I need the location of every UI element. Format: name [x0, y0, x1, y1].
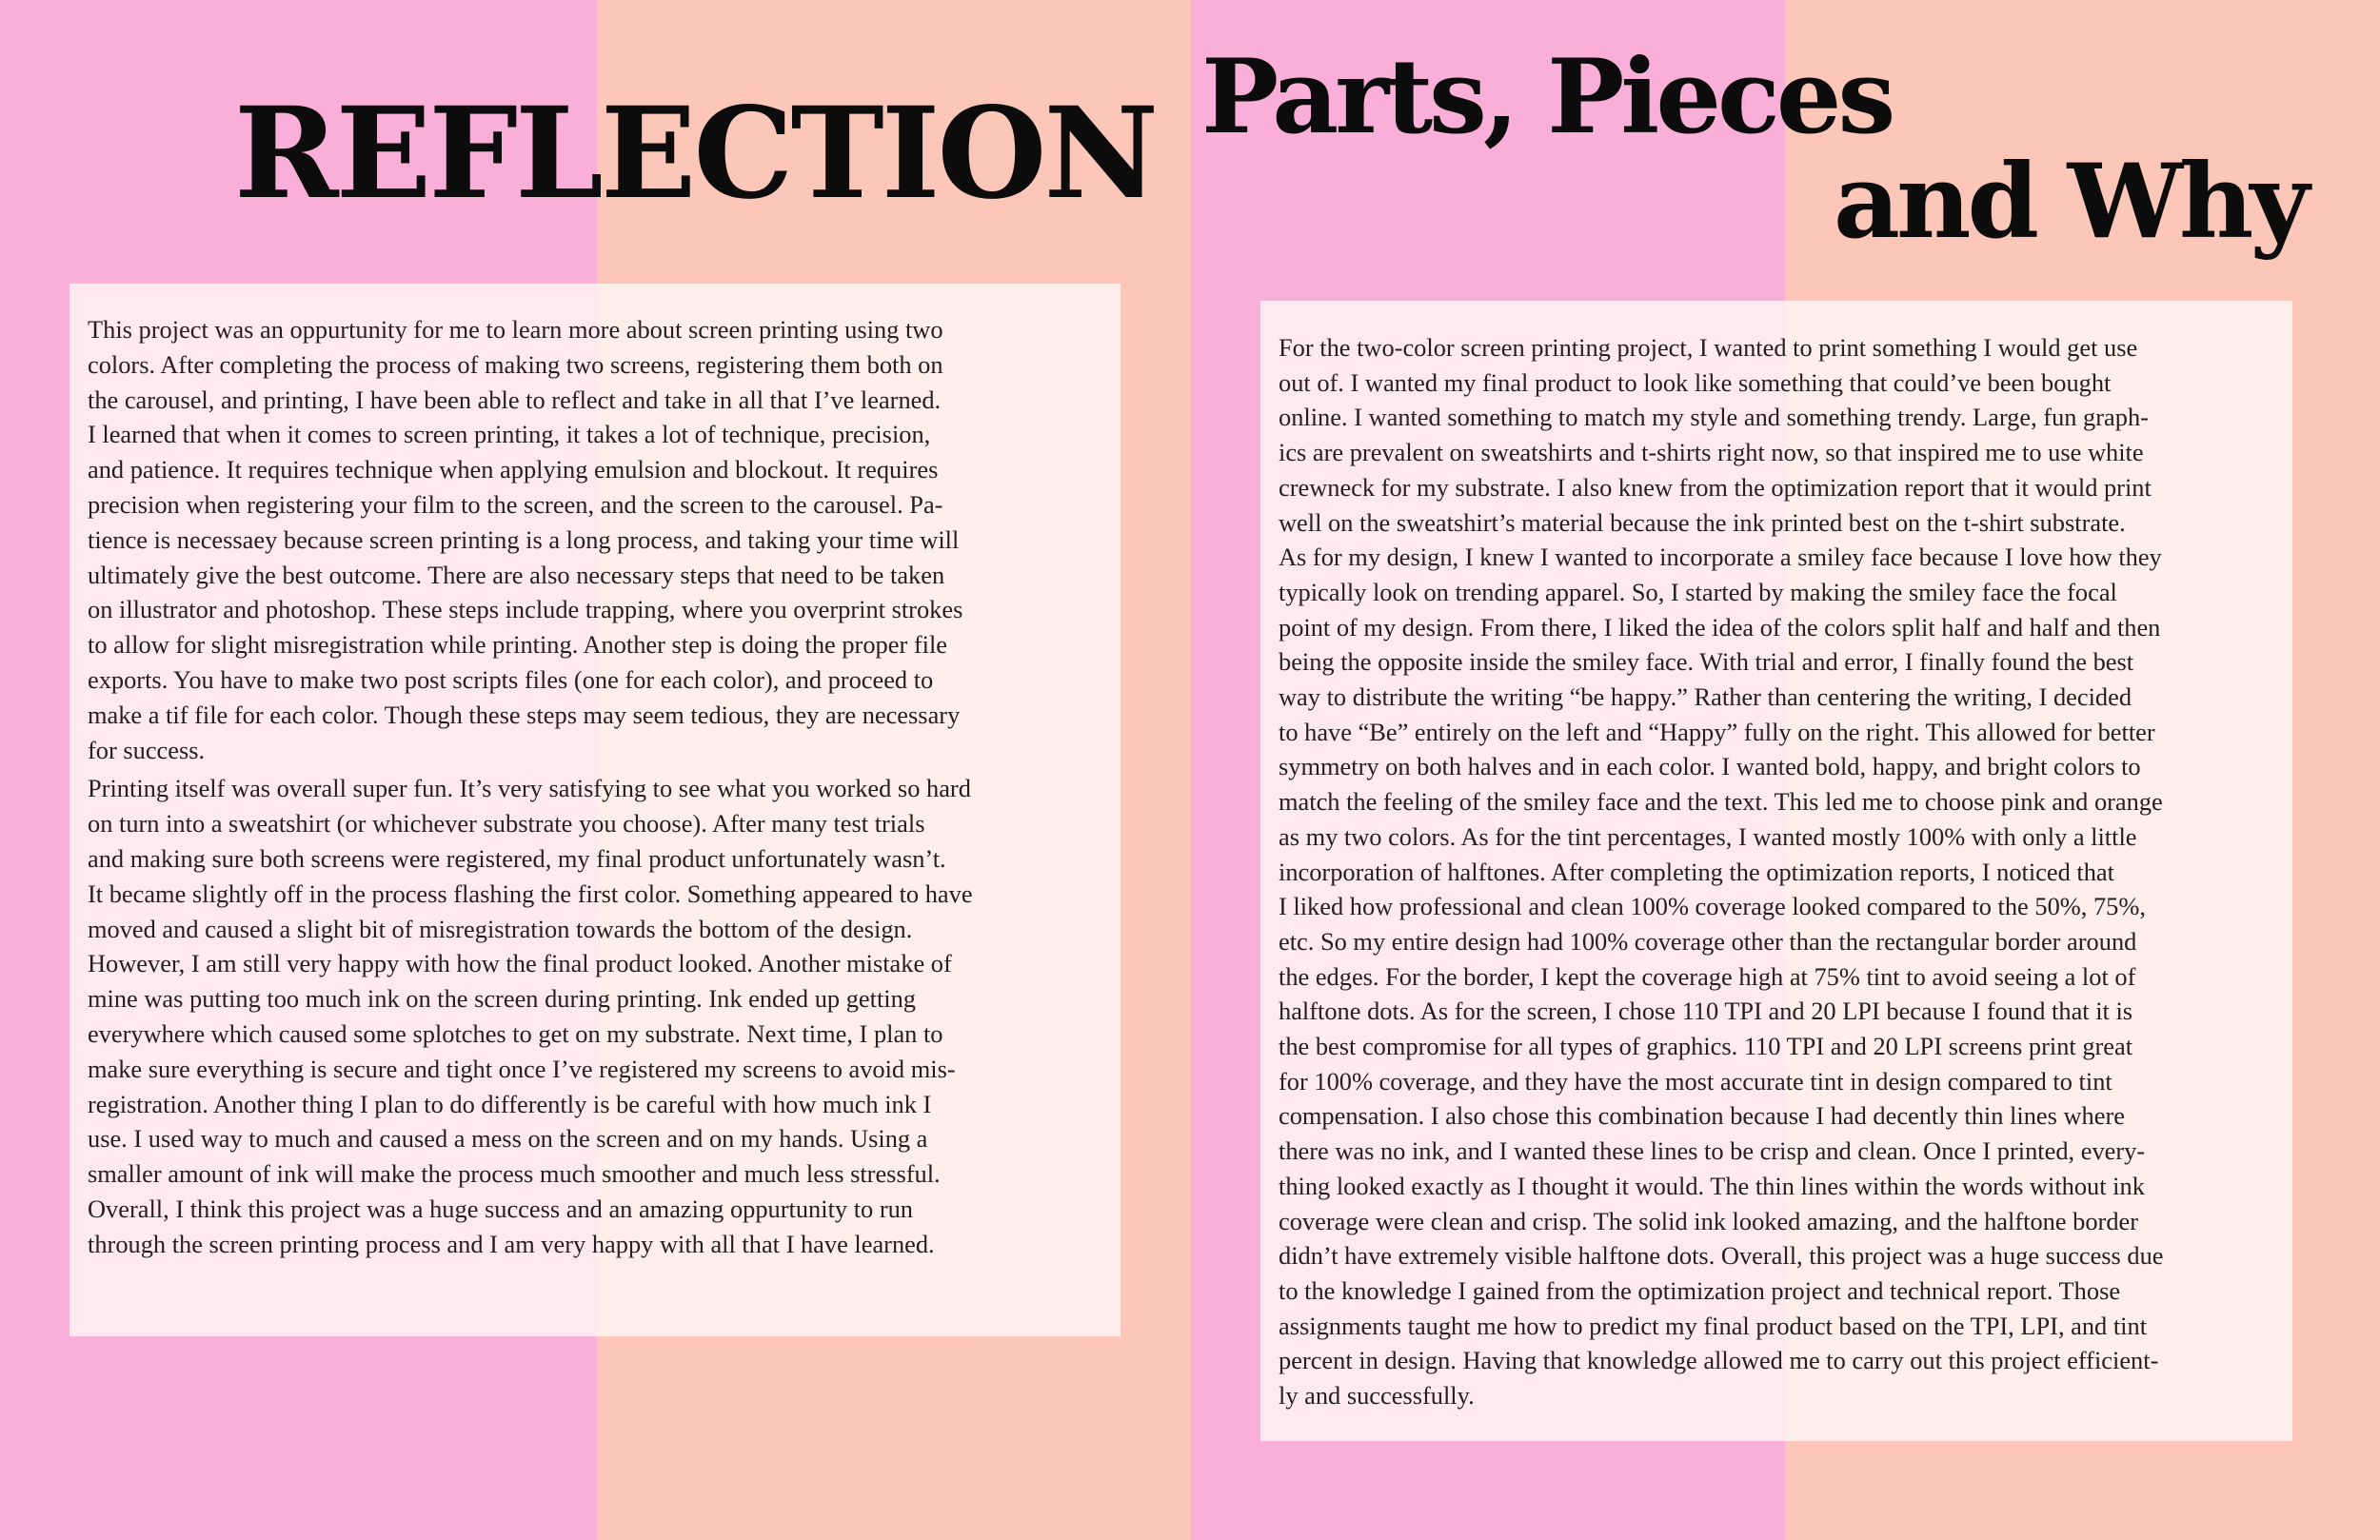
- parts-pieces-text-box: [1260, 301, 2292, 1441]
- reflection-paragraph-1: This project was an oppurtunity for me to learn more about screen printing using two colors. After completing the process of making two screens, registering them both on the carousel, and printing, I have been able to reflect and take in all that I’ve learned. I learned that when it comes to screen printing, it takes a lot of technique, precision, and patience. It requires technique when applying emulsion and blockout. It requires precision when registering your film to the screen, and the screen to the carousel. Pa- tience is necessaey because screen printing is a long process, and taking your time will ultimately give the best outcome. There are also necessary steps that need to be taken on illustrator and photoshop. These steps include trapping, where you overprint strokes to allow for slight misregistration while printing. Another step is doing the proper file exports. You have to make two post scripts files (one for each color), and proceed to make a tif file for each color. Though these steps may seem tedious, they are necessary for success.: [88, 315, 963, 764]
- parts-pieces-title: Parts, Pieces: [1201, 37, 1893, 157]
- reflection-title: REFLECTION: [234, 80, 1157, 227]
- and-why-title: and Why: [1834, 142, 2307, 262]
- parts-pieces-paragraph: For the two-color screen printing project, I wanted to print something I would get use out of. I wanted my final product to look like something that could’ve been bought online. I wanted something to match my style and something trendy. Large, fun graph- ics are prevalent on sweatshirts and t-shirts right now, so that inspired me to use white crewneck for my substrate. I also knew from the optimization report that it would print well on the sweatshirt’s material because the ink printed best on the t-shirt substrate. As for my design, I knew I wanted to incorporate a smiley face because I love how they typically look on trending apparel. So, I started by making the smiley face the focal point of my design. From there, I liked the idea of the colors split half and half and then being the opposite inside the smiley face. With trial and error, I finally found the best way to distribute the writing “be happy.” Rather than centering the writing, I decided to have “Be” entirely on the left and “Happy” fully on the right. This allowed for better symmetry on both halves and in each color. I wanted bold, happy, and bright colors to match the feeling of the smiley face and the text. This led me to choose pink and orange as my two colors. As for the tint percentages, I wanted mostly 100% with only a little incorporation of halftones. After completing the optimization reports, I noticed that I liked how professional and clean 100% coverage looked compared to the 50%, 75%, etc. So my entire design had 100% coverage other than the rectangular border around the edges. For the border, I kept the coverage high at 75% tint to avoid seeing a lot of halftone dots. As for the screen, I chose 110 TPI and 20 LPI because I found that it is the best compromise for all types of graphics. 110 TPI and 20 LPI screens print great for 100% coverage, and they have the most accurate tint in design compared to tint compensation. I also chose this combination because I had decently thin lines where there was no ink, and I wanted these lines to be crisp and clean. Once I printed, every- thing looked exactly as I thought it would. The thin lines within the words without ink coverage were clean and crisp. The solid ink looked amazing, and the halftone border didn’t have extremely visible halftone dots. Overall, this project was a huge success due to the knowledge I gained from the optimization project and technical report. Those assignments taught me how to predict my final product based on the TPI, LPI, and tint percent in design. Having that knowledge allowed me to carry out this project efficient- ly and successfully.: [1279, 333, 2164, 1411]
- reflection-paragraph-2: Printing itself was overall super fun. It’s very satisfying to see what you worked so hard on turn into a sweatshirt (or whichever substrate you choose). After many test trials and making sure both screens were registered, my final product unfortunately wasn’t. It became slightly off in the process flashing the first color. Something appeared to have moved and caused a slight bit of misregistration towards the bottom of the design. However, I am still very happy with how the final product looked. Another mistake of mine was putting too much ink on the screen during printing. Ink ended up getting everywhere which caused some splotches to get on my substrate. Next time, I plan to make sure everything is secure and tight once I’ve registered my screens to avoid mis- registration. Another thing I plan to do differently is be careful with how much ink I use. I used way to much and caused a mess on the screen and on my hands. Using a smaller amount of ink will make the process much smoother and much less stressful. Overall, I think this project was a huge success and an amazing oppurtunity to run through the screen printing process and I am very happy with all that I have learned.: [88, 774, 973, 1258]
- reflection-text-box: [69, 284, 1121, 1336]
